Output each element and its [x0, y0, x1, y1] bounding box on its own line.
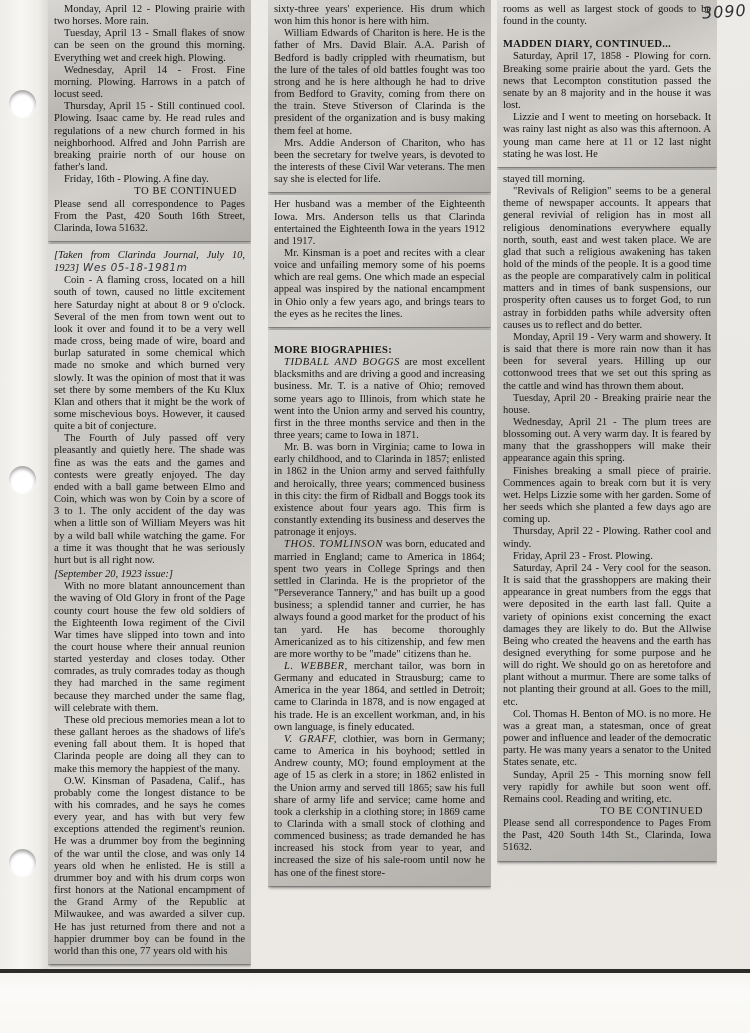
clipping-paragraph: V. GRAFF, clothier, was born in Germany; came to America in his boyhood; settled in Andrew county, MO; found employment at the age of 15 as clerk in a store; in 1862 enlisted in the Union army and served till 1865; saw his full share of army life and service; came home and took a clerkship in a clothing store; in 1869 came to Clarinda with a small stock of clothing and commenced business; as trade demanded he has increased his stock from year to year, and increased the size of his sale-room until now he has one of the finest store-: [274, 733, 485, 879]
punch-hole: [9, 90, 36, 117]
bio-name-lead: THOS. TOMLINSON: [284, 539, 383, 551]
clipping-paragraph: With no more blatant announcement than the waving of Old Glory in front of the Page county court house the few old soldiers of the Eighteenth Iowa regiment of the Civil War times have slipped into town and into the court house where their annual reunion started yesterday and closes today. Other comrades, as truly comrades today as though they had marched in the same regiment because they marched under the same flag, will celebrate with them.: [54, 581, 245, 714]
clipping-paragraph: Saturday, April 17, 1858 - Plowing for corn. Breaking some prairie about the yard. Gets the news that Lecompton constitution passed the senate by an 8 majority and in the house it was lost.: [503, 51, 711, 112]
news-clipping: [268, 195, 491, 327]
clipping-paragraph: Please send all correspondence to Pages From the Past, 420 South 14th St., Clarinda, Iowa 51632.: [503, 818, 711, 854]
clipping-paragraph: Saturday, April 24 - Very cool for the season. It is said that the grasshoppers are making their appearance in great numbers from the eggs that were deposited in the earth last fall. Quite a variety of opinions exist concerning the exact damages they are likely to do. But the Allwise Being who created the heavens and the earth has designed everything for some purpose and he will do right. We should go on as heretofore and plant without a murmur. There are some talks of not planting their ground at all. Goes to the mill, etc.: [503, 562, 711, 708]
news-clipping: [497, 0, 717, 167]
news-clipping: [48, 0, 251, 241]
clipping-paragraph: [Taken from Clarinda Journal, July 10, 1923] Wes 05-18-1981m: [54, 249, 245, 275]
clipping-paragraph: Monday, April 19 - Very warm and showery. It is said that there is more rain now than it has been for several years. Hilling up our cottonwood trees that we set out this spring as the cattle and wind has thrown them about.: [503, 331, 711, 392]
clipping-paragraph: Wednesday, April 14 - Frost. Fine morning. Plowing. Harrows in a patch of locust seed.: [54, 64, 245, 101]
clipping-paragraph: These old precious memories mean a lot to these gallant heroes as the shadows of life's evening fall about them. It is hoped that Clarinda people are doing all they can to make this memory the happiest of the many.: [54, 714, 245, 775]
bio-name-lead: L. WEBBER,: [284, 660, 348, 672]
punch-hole: [9, 466, 36, 493]
clipping-column-left: [48, 0, 251, 969]
clipping-paragraph: Sunday, April 25 - This morning snow fell very rapidly for awhile but soon went off. Remains cool. Reading and writing, etc.: [503, 769, 711, 805]
clipping-paragraph: Thursday, April 15 - Still continued cool. Plowing. Isaac came by. He read rules and regulations of a new church formed in his neighborhood. Alfred and John Parrish are breaking prairie north of our house on father's land.: [54, 101, 245, 174]
clipping-paragraph: Coin - A flaming cross, located on a hill south of town, caused no little excitement here Saturday night at about 8 or 9 o'clock. Several of the men from town went out to look it over and found it to be a very well made cross, being made of wire, board and burlap saturated in some chemical which made no smoke and which burned very slowly. It was the opinion of most that it was set there by some members of the Ku Klux Klan and others that it might be the work of some mischevious boys. However, it caused quite a bit of conjecture.: [54, 275, 245, 433]
clipping-paragraph: TO BE CONTINUED: [600, 806, 703, 817]
clipping-paragraph: Mrs. Addie Anderson of Chariton, who has been the secretary for twelve years, is devoted to the interests of these Civil War veterans. The men say she is elected for life.: [274, 137, 485, 186]
handwritten-page-number: 3090: [701, 0, 748, 23]
clipping-paragraph: Please send all correspondence to Pages From the Past, 420 South 16th Street, Clarinda, Iowa 51632.: [54, 198, 245, 234]
handwritten-date-annotation: Wes 05-18-1981m: [79, 262, 188, 275]
clipping-paragraph: THOS. TOMLINSON was born, educated and married in England; came to America in 1864; spent two years in College Springs and then settled in Clarinda. He is the proprietor of the "Perseverance Tannery," and has built up a good business; a splendid tanner and currier, he has always found a good market for the product of his tan yard. He has become thoroughly Americanized as to his citizenship, and few men are more worthy to be "made" citizens than he.: [274, 539, 486, 660]
clipping-paragraph: Tuesday, April 13 - Small flakes of snow can be seen on the ground this morning. Everything wet and creek high. Plowing.: [54, 28, 245, 64]
clipping-column-right: [497, 0, 717, 969]
clipping-paragraph: Friday, 16th - Plowing. A fine day.: [64, 174, 209, 186]
clipping-paragraph: William Edwards of Chariton is here. He is the father of Mrs. David Blair. A.A. Parish of Bedford is badly crippled with rheumatism, but the lure of the tales of old battles fought was too strong and he is here although he had to drive from Bedford to Gravity, coming from there on the train. Steve Stiverson of Clarinda is the president of the organization and is busy making them feel at home.: [274, 28, 485, 137]
clipping-paragraph: O.W. Kinsman of Pasadena, Calif., has probably come the longest distance to be with his comrades, and he says he comes every year, and has with but very few exceptions attended the regiment's reunion. He was a drummer boy from the beginning of the war until the close, and was only 14 years old when he enlisted. He is still a drummer boy and with his drum corps won first honors at the National encampment of the Grand Army of the Republic at Milwaukee, and was awarded a silver cup. He has just returned from there and not a happier drummer boy can be found in the world than this one, 77 years old with his: [54, 775, 245, 957]
clipping-paragraph: [September 20, 1923 issue:]: [54, 569, 173, 581]
clipping-paragraph: TO BE CONTINUED: [134, 186, 237, 198]
clipping-heading: MADDEN DIARY, CONTINUED...: [503, 39, 672, 51]
clipping-paragraph: sixty-three years' experience. His drum which won him this honor is here with him.: [274, 4, 485, 28]
binder-margin-strip: [0, 0, 48, 971]
clipping-paragraph: Her husband was a member of the Eighteenth Iowa. Mrs. Anderson tells us that Clarinda entertained the Eighteenth Iowa in the years 1912 and 1917.: [274, 199, 485, 247]
bio-name-lead: TIDBALL AND BOGGS: [284, 357, 400, 369]
clipping-paragraph: "Revivals of Religion" seems to be a general theme of newspaper accounts. It appears that general revivial of religion has in most all religious denominations everywhere equally north, south, east and west taken place. We are glad that such a religious awakening has taken hold of the minds of the people. It is a good time as the people are comparatively calm in political matters and in times of bank suspensions, our prosperity often causes us to forget God, to run astray in forbidden paths while adversity often causes us to reflect and do better.: [503, 186, 711, 331]
clipping-paragraph: Mr. Kinsman is a poet and recites with a clear voice and unfailing memory some of his poems which are real gems. One which made an especial appeal was inspired by the national encampment in Ohio only a few years ago, and brings tears to the eyes as he recites the lines.: [274, 247, 485, 320]
clipping-paragraph: L. WEBBER, merchant tailor, was born in Germany and educated in Strausburg; came to America in the year 1864, and settled in Detroit; came to Clarinda in 1878, and is now engaged at his trade. He is an excellent workman, and, in his own language, is finely educated.: [274, 660, 486, 733]
clipping-heading: MORE BIOGRAPHIES:: [274, 344, 392, 356]
clipping-paragraph: Finishes breaking a small piece of prairie. Commences again to break corn but it is very wet. Helps Lizzie some with her garden. Some of her seeds which she planted a few days ago are coming up.: [503, 465, 711, 526]
clipping-paragraph: Wednesday, April 21 - The plum trees are blossoming out. A very warm day. It is feared by many that the grasshoppers will make their appearance again this spring.: [503, 417, 711, 465]
clipping-paragraph: Tuesday, April 20 - Breaking prairie near the house.: [503, 392, 711, 416]
clipping-paragraph: Mr. B. was born in Virginia; came to Iowa in early childhood, and to Clarinda in 1857; enlisted in 1862 in the Union army and served faithfully and heroically, three years; commenced business in this city: the firm of Ridball and Boggs took its existence about four years ago. This firm is constantly extending its business and deserves the patronage it enjoys.: [274, 442, 485, 539]
clipping-paragraph: Col. Thomas H. Benton of MO. is no more. He was a great man, a statesman, once of great power and influence and leader of the democratic party. He was many years a senator to the United States senate, etc.: [503, 708, 711, 769]
clipping-paragraph: rooms as well as largest stock of goods to be found in the county.: [503, 4, 711, 28]
clipping-paragraph: Thursday, April 22 - Plowing. Rather cool and windy.: [503, 526, 711, 550]
news-clipping: [48, 244, 251, 964]
clipping-paragraph: The Fourth of July passed off very pleasantly and quietly here. The shade was fine as was the eats and the games and contests were greatly enjoyed. The day ended with a ball game between Elmo and Coin, which was won by Coin by a score of 3 to 1. The only accident of the day was when a little son of William Meyers was hit by a wild ball while watching the game. For a time it was thought that he was seriously hurt but is all right now.: [54, 433, 245, 566]
punch-hole: [9, 849, 36, 876]
bio-name-lead: V. GRAFF,: [284, 733, 338, 745]
clipping-paragraph: Monday, April 12 - Plowing prairie with two horses. More rain.: [54, 4, 245, 28]
clipping-paragraph: Lizzie and I went to meeting on horseback. It was rainy last night as also was this afternoon. A young man came here at 11 or 12 last night stating he was lost. He: [503, 112, 711, 160]
clipping-column-middle: [268, 0, 491, 969]
page-bottom-blank-area: [0, 973, 750, 1033]
news-clipping: [268, 0, 491, 192]
clipping-paragraph: Friday, April 23 - Frost. Plowing.: [513, 550, 653, 562]
clipping-paragraph: stayed till morning.: [503, 173, 585, 185]
news-clipping: [268, 330, 491, 886]
news-clipping: [497, 170, 717, 861]
clipping-paragraph: TIDBALL AND BOGGS are most excellent blacksmiths and are driving a good and increasing business. Mr. T. is a native of Ohio; removed some years ago to Illinois, from which state he went into the Union army and served his country, first in the three months service and then in the three years; came to Iowa in 1871.: [274, 357, 485, 441]
